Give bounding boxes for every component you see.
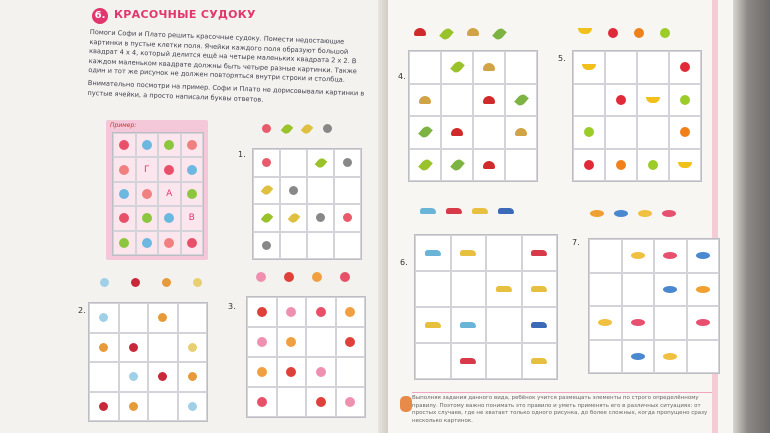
grid-cell — [280, 177, 307, 205]
grid-cell — [669, 116, 701, 149]
flower-icon — [345, 397, 355, 407]
grid-cell — [253, 232, 280, 260]
grid-cell — [687, 306, 720, 340]
beetle-icon — [289, 186, 298, 195]
flower-icon — [286, 337, 296, 347]
grid-cell — [654, 306, 687, 340]
grid-cell — [522, 235, 558, 271]
section-number-badge: 6. — [92, 8, 108, 24]
flower-icon — [142, 189, 152, 199]
flower-icon — [142, 140, 152, 150]
grid-cell — [415, 271, 451, 307]
problem-1-grid — [252, 148, 362, 260]
answer-letter: В — [181, 206, 204, 230]
grid-cell — [148, 392, 178, 422]
grid-cell — [441, 51, 473, 84]
grid-cell — [486, 271, 522, 307]
fish-icon — [696, 319, 710, 326]
flower-icon — [286, 367, 296, 377]
flower-icon — [119, 165, 129, 175]
grid-cell — [119, 333, 149, 363]
grid-cell — [669, 84, 701, 117]
grid-cell — [622, 306, 655, 340]
grid-cell — [415, 235, 451, 271]
strawberry-icon — [584, 160, 594, 170]
grid-cell — [178, 303, 208, 333]
owl-icon — [400, 396, 412, 412]
grid-cell — [451, 271, 487, 307]
car-icon — [420, 208, 436, 214]
fish-icon — [631, 252, 645, 259]
grid-cell — [573, 51, 605, 84]
grid-cell — [637, 51, 669, 84]
grid-cell — [136, 133, 159, 157]
grid-cell — [307, 204, 334, 232]
problem-2-grid — [88, 302, 208, 422]
fish-icon — [663, 252, 677, 259]
mushroom-icon — [467, 28, 479, 36]
grid-cell — [307, 149, 334, 177]
leaf-icon — [418, 157, 433, 172]
grid-cell — [307, 177, 334, 205]
problem-number-2: 2. — [78, 306, 86, 315]
grid-cell — [253, 177, 280, 205]
mushroom-icon — [483, 63, 495, 71]
example-label: Пример: — [110, 122, 137, 129]
section-title: КРАСОЧНЫЕ СУДОКУ — [114, 8, 256, 21]
car-icon — [472, 208, 488, 214]
mushroom-icon — [515, 128, 527, 136]
dragonfly-icon — [260, 211, 273, 224]
apple-icon — [680, 95, 690, 105]
problem-7-header — [590, 210, 676, 217]
grid-cell — [605, 84, 637, 117]
flower-icon — [316, 397, 326, 407]
flower-icon — [119, 213, 129, 223]
leaf-icon — [450, 60, 465, 75]
grid-cell — [687, 239, 720, 273]
mushroom-icon — [483, 96, 495, 104]
grid-cell — [473, 116, 505, 149]
grid-cell — [158, 133, 181, 157]
problem-number-4: 4. — [398, 72, 406, 81]
grid-cell — [119, 362, 149, 392]
grid-cell — [336, 387, 366, 417]
problem-2-header — [100, 278, 202, 287]
banana-icon — [582, 64, 596, 70]
mushroom-icon — [451, 128, 463, 136]
grid-cell — [409, 84, 441, 117]
grid-cell — [178, 362, 208, 392]
grid-cell — [473, 149, 505, 182]
grid-cell — [181, 182, 204, 206]
banana-icon — [646, 97, 660, 103]
flower-icon — [257, 307, 267, 317]
grid-cell — [306, 387, 336, 417]
grid-cell — [473, 51, 505, 84]
grid-cell — [637, 116, 669, 149]
grid-cell — [148, 303, 178, 333]
banana-icon — [678, 162, 692, 168]
beetle-icon — [323, 124, 332, 133]
bug-icon — [99, 343, 108, 352]
flower-icon — [340, 272, 350, 282]
grid-cell — [280, 232, 307, 260]
book-edge-shadow — [733, 0, 770, 433]
grid-cell — [280, 149, 307, 177]
grid-cell — [669, 149, 701, 182]
grid-cell — [334, 204, 361, 232]
fish-icon — [663, 286, 677, 293]
ladybug-icon — [262, 124, 271, 133]
example-panel — [106, 120, 208, 260]
grid-cell — [158, 157, 181, 181]
orange-icon — [616, 160, 626, 170]
orange-icon — [680, 127, 690, 137]
grid-cell — [158, 206, 181, 230]
grid-cell — [336, 357, 366, 387]
flower-icon — [257, 367, 267, 377]
grid-cell — [113, 133, 136, 157]
problem-number-7: 7. — [572, 238, 580, 247]
grid-cell — [181, 133, 204, 157]
grid-cell — [505, 116, 537, 149]
problem-4-grid — [408, 50, 538, 182]
strawberry-icon — [616, 95, 626, 105]
fish-icon — [614, 210, 628, 217]
fish-icon — [663, 353, 677, 360]
grid-cell — [573, 116, 605, 149]
orange-icon — [634, 28, 644, 38]
grid-cell — [336, 297, 366, 327]
grid-cell — [178, 333, 208, 363]
grid-cell — [113, 206, 136, 230]
mushroom-icon — [419, 96, 431, 104]
grid-cell — [486, 307, 522, 343]
grid-cell — [148, 362, 178, 392]
answer-letter: Г — [136, 157, 159, 181]
flower-icon — [187, 189, 197, 199]
grid-cell — [334, 177, 361, 205]
dragonfly-icon — [314, 156, 327, 169]
grid-cell — [277, 297, 307, 327]
leaf-icon — [514, 92, 529, 107]
flower-icon — [187, 140, 197, 150]
butterfly-icon — [99, 313, 108, 322]
problem-number-6: 6. — [400, 258, 408, 267]
dragonfly-icon — [281, 123, 294, 136]
grid-cell — [306, 327, 336, 357]
grid-cell — [654, 239, 687, 273]
problem-number-5: 5. — [558, 54, 566, 63]
bee-icon — [188, 343, 197, 352]
strawberry-icon — [680, 62, 690, 72]
butterfly-icon — [129, 372, 138, 381]
grid-cell — [654, 273, 687, 307]
mushroom-icon — [483, 161, 495, 169]
grid-cell — [280, 204, 307, 232]
grid-cell — [605, 149, 637, 182]
mushroom-icon — [414, 28, 426, 36]
grid-cell — [253, 149, 280, 177]
grid-cell — [136, 182, 159, 206]
grid-cell — [622, 273, 655, 307]
flower-icon — [164, 165, 174, 175]
ladybug-icon — [262, 158, 271, 167]
car-icon — [425, 322, 441, 328]
flower-icon — [187, 165, 197, 175]
grid-cell — [573, 149, 605, 182]
grid-cell — [522, 307, 558, 343]
flower-icon — [256, 272, 266, 282]
grid-cell — [669, 51, 701, 84]
car-icon — [531, 250, 547, 256]
car-icon — [531, 286, 547, 292]
car-icon — [496, 286, 512, 292]
grid-cell — [589, 340, 622, 374]
apple-icon — [660, 28, 670, 38]
leaf-icon — [450, 157, 465, 172]
fish-icon — [631, 353, 645, 360]
grid-cell — [415, 307, 451, 343]
fish-icon — [696, 286, 710, 293]
grid-cell — [415, 343, 451, 379]
grid-cell — [89, 362, 119, 392]
flower-icon — [119, 140, 129, 150]
dragonfly-icon — [301, 123, 314, 136]
grid-cell — [158, 231, 181, 255]
flower-icon — [286, 307, 296, 317]
grid-cell — [687, 273, 720, 307]
fish-icon — [696, 252, 710, 259]
beetle-icon — [343, 158, 352, 167]
ladybug-icon — [99, 402, 108, 411]
example-grid — [112, 132, 204, 256]
apple-icon — [584, 127, 594, 137]
flower-icon — [257, 337, 267, 347]
beetle-icon — [316, 213, 325, 222]
grid-cell — [505, 84, 537, 117]
flower-icon — [119, 189, 129, 199]
fish-icon — [631, 319, 645, 326]
grid-cell — [522, 271, 558, 307]
bug-icon — [188, 372, 197, 381]
grid-cell — [181, 231, 204, 255]
grid-cell — [486, 235, 522, 271]
problem-7-grid — [588, 238, 720, 374]
bee-icon — [193, 278, 202, 287]
dragonfly-icon — [287, 211, 300, 224]
grid-cell — [441, 116, 473, 149]
flower-icon — [345, 337, 355, 347]
footer-note: Выполняя задания данного вида, ребёнок учится размещать элементы по строго определённому правилу. Поэтому важно понимать это правило и уметь применять его в различных ситуациях: от простых случаев, где не хватает только одного рисунка, до более сложных, когда пропущено сразу несколько картинок. — [412, 392, 712, 425]
grid-cell — [687, 340, 720, 374]
grid-cell — [334, 149, 361, 177]
grid-cell — [654, 340, 687, 374]
bug-icon — [158, 313, 167, 322]
ladybug-icon — [158, 372, 167, 381]
grid-cell — [247, 297, 277, 327]
answer-letter: А — [158, 182, 181, 206]
intro-paragraph-1: Помоги Софи и Плато решить красочные судоку. Помести недостающие картинки в пустые клетки поля. Ячейки каждого поля образуют большой квадрат 4 х 4, который делится ещё на четыре маленьких квадрата 2 х 2. В каждом маленьком квадрате должны быть четыре разные картинки. Также один и тот же рисунок не должен повторяться внутри строки и столбца. — [88, 28, 357, 85]
grid-cell — [89, 392, 119, 422]
grid-cell — [605, 116, 637, 149]
grid-cell — [589, 306, 622, 340]
flower-icon — [119, 238, 129, 248]
grid-cell — [277, 357, 307, 387]
grid-cell — [277, 327, 307, 357]
butterfly-icon — [188, 402, 197, 411]
problem-1-header — [262, 124, 332, 134]
grid-cell — [148, 333, 178, 363]
ladybug-icon — [129, 343, 138, 352]
flower-icon — [345, 307, 355, 317]
problem-5-header — [578, 28, 670, 38]
grid-cell — [136, 231, 159, 255]
grid-cell — [119, 303, 149, 333]
problem-6-grid — [414, 234, 558, 380]
car-icon — [446, 208, 462, 214]
flower-icon — [164, 140, 174, 150]
grid-cell — [473, 84, 505, 117]
car-icon — [460, 322, 476, 328]
bug-icon — [162, 278, 171, 287]
grid-cell — [605, 51, 637, 84]
grid-cell — [637, 149, 669, 182]
fish-icon — [662, 210, 676, 217]
grid-cell — [334, 232, 361, 260]
leaf-icon — [439, 27, 454, 42]
flower-icon — [312, 272, 322, 282]
beetle-icon — [262, 241, 271, 250]
grid-cell — [441, 84, 473, 117]
grid-cell — [622, 239, 655, 273]
fish-icon — [590, 210, 604, 217]
grid-cell — [409, 149, 441, 182]
fish-icon — [598, 319, 612, 326]
flower-icon — [316, 307, 326, 317]
grid-cell — [306, 297, 336, 327]
grid-cell — [178, 392, 208, 422]
grid-cell — [277, 387, 307, 417]
grid-cell — [451, 343, 487, 379]
grid-cell — [451, 235, 487, 271]
grid-cell — [522, 343, 558, 379]
grid-cell — [589, 239, 622, 273]
grid-cell — [113, 157, 136, 181]
grid-cell — [486, 343, 522, 379]
grid-cell — [89, 333, 119, 363]
problem-3-grid — [246, 296, 366, 418]
grid-cell — [247, 357, 277, 387]
grid-cell — [505, 51, 537, 84]
butterfly-icon — [100, 278, 109, 287]
grid-cell — [409, 116, 441, 149]
intro-text — [87, 28, 372, 112]
grid-cell — [307, 232, 334, 260]
grid-cell — [247, 387, 277, 417]
grid-cell — [119, 392, 149, 422]
banana-icon — [578, 28, 592, 34]
strawberry-icon — [608, 28, 618, 38]
grid-cell — [336, 327, 366, 357]
grid-cell — [181, 157, 204, 181]
dragonfly-icon — [260, 184, 273, 197]
flower-icon — [284, 272, 294, 282]
problem-5-grid — [572, 50, 702, 182]
problem-number-1: 1. — [238, 150, 246, 159]
truck-icon — [531, 322, 547, 328]
grid-cell — [622, 340, 655, 374]
grid-cell — [89, 303, 119, 333]
flower-icon — [142, 238, 152, 248]
fish-icon — [638, 210, 652, 217]
car-icon — [531, 358, 547, 364]
problem-number-3: 3. — [228, 302, 236, 311]
grid-cell — [306, 357, 336, 387]
ladybug-icon — [131, 278, 140, 287]
grid-cell — [573, 84, 605, 117]
grid-cell — [409, 51, 441, 84]
problem-6-header — [420, 208, 514, 214]
car-icon — [460, 250, 476, 256]
bug-icon — [129, 402, 138, 411]
leaf-icon — [418, 125, 433, 140]
flower-icon — [257, 397, 267, 407]
truck-icon — [498, 208, 514, 214]
apple-icon — [648, 160, 658, 170]
grid-cell — [253, 204, 280, 232]
flower-icon — [187, 238, 197, 248]
grid-cell — [441, 149, 473, 182]
grid-cell — [505, 149, 537, 182]
problem-3-header — [256, 272, 350, 282]
grid-cell — [637, 84, 669, 117]
grid-cell — [247, 327, 277, 357]
flower-icon — [316, 367, 326, 377]
grid-cell — [451, 307, 487, 343]
grid-cell — [113, 231, 136, 255]
problem-4-header — [414, 28, 504, 40]
flower-icon — [164, 238, 174, 248]
flower-icon — [164, 213, 174, 223]
ladybug-icon — [343, 213, 352, 222]
intro-paragraph-2: Внимательно посмотри на пример. Софи и Плато не дорисовывали картинки в пустые ячейки, а просто написали буквы ответов. — [87, 78, 365, 104]
car-icon — [425, 250, 441, 256]
car-icon — [460, 358, 476, 364]
grid-cell — [589, 273, 622, 307]
grid-cell — [136, 206, 159, 230]
flower-icon — [142, 213, 152, 223]
grid-cell — [113, 182, 136, 206]
